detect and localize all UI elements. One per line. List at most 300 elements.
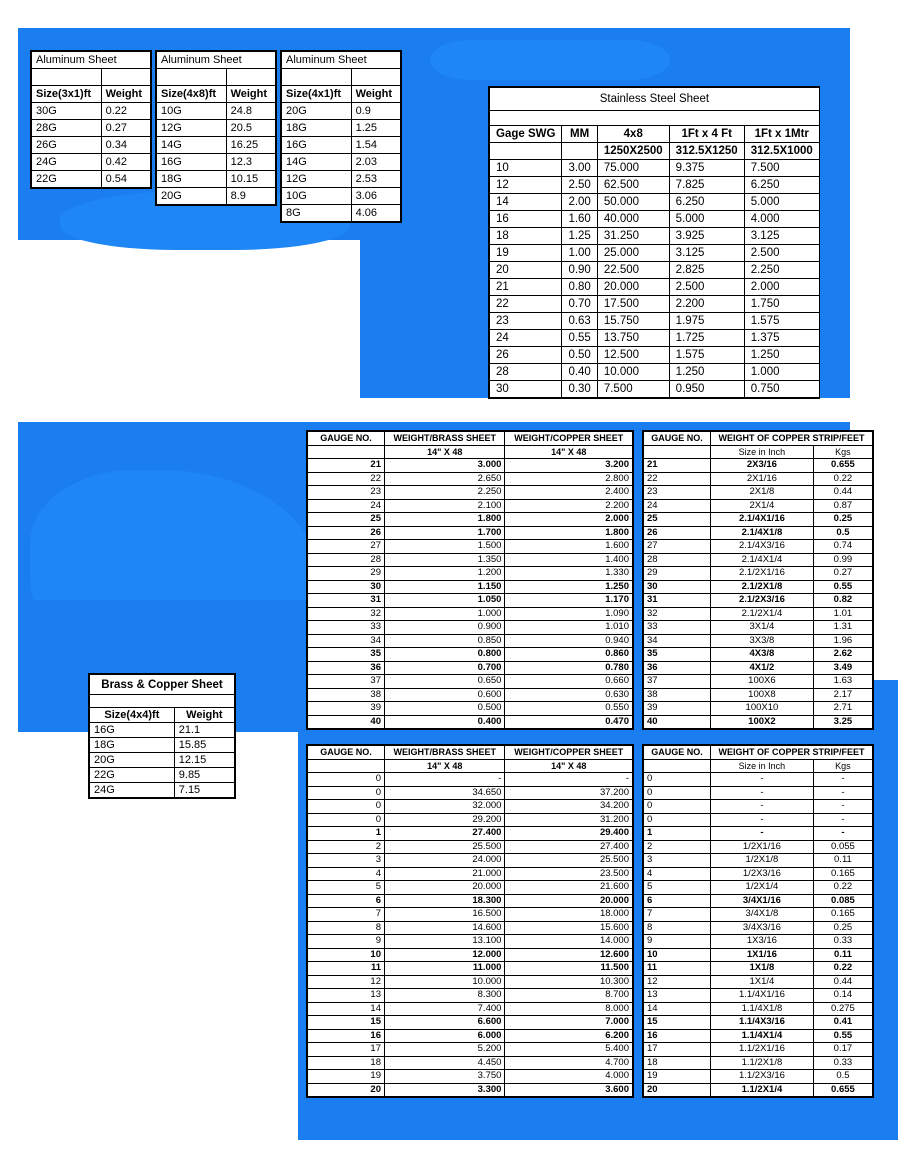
cell-gauge-no: 19 <box>308 1070 385 1084</box>
cell-size-inch: - <box>711 827 814 841</box>
cell-gauge-no: 17 <box>644 1043 711 1057</box>
table-header-row <box>308 432 633 446</box>
cell-copper-weight: 37.200 <box>505 786 633 800</box>
spacer-cell <box>32 69 102 86</box>
table-row <box>490 279 820 296</box>
cell-brass-weight: 29.200 <box>385 813 505 827</box>
aluminum-table-4x1 <box>280 50 402 223</box>
aluminum-3x1-col-weight: Weight <box>101 86 150 103</box>
cell-gage: 22 <box>490 296 562 313</box>
cell-1ftx4ft: 1.575 <box>669 347 744 364</box>
cell-gauge-no: 8 <box>308 921 385 935</box>
table-row <box>644 989 873 1003</box>
strip-top-head <box>644 432 873 459</box>
cell-gauge-no: 26 <box>308 526 385 540</box>
cell-gauge-no: 0 <box>644 800 711 814</box>
cell-gauge-no: 21 <box>308 459 385 473</box>
table-row <box>282 171 401 188</box>
cell-gauge-no: 28 <box>308 553 385 567</box>
cell-weight: 2.53 <box>351 171 400 188</box>
cell-gauge-no: 6 <box>644 894 711 908</box>
cell-weight: 7.15 <box>174 783 234 798</box>
cell-gauge-no: 9 <box>644 935 711 949</box>
cell-copper-weight: 0.660 <box>505 675 633 689</box>
cell-brass-weight: 25.500 <box>385 840 505 854</box>
cell-gauge-no: 37 <box>644 675 711 689</box>
sheet-top-sub-copper: 14" X 48 <box>505 445 633 459</box>
brass-copper-table <box>89 674 235 798</box>
table-row <box>32 120 151 137</box>
table-row <box>644 948 873 962</box>
cell-size-inch: 1.1/4X1/8 <box>711 1002 814 1016</box>
table-row <box>644 607 873 621</box>
table-row <box>90 768 235 783</box>
strip-top-sub-blank <box>644 445 711 459</box>
cell-kgs: 0.085 <box>813 894 872 908</box>
cell-size-inch: 2X1/16 <box>711 472 814 486</box>
cell-gauge-no: 0 <box>308 800 385 814</box>
table-row <box>644 935 873 949</box>
cell-gauge: 26G <box>32 137 102 154</box>
cell-kgs: - <box>813 786 872 800</box>
table-row <box>644 1070 873 1084</box>
cell-copper-weight: 18.000 <box>505 908 633 922</box>
cell-gage: 20 <box>490 262 562 279</box>
cell-mm: 1.60 <box>562 211 597 228</box>
table-row <box>644 702 873 716</box>
spacer-cell <box>101 69 150 86</box>
table-header-row <box>90 708 235 723</box>
cell-mm: 0.70 <box>562 296 597 313</box>
cell-1ftx1mtr: 2.250 <box>744 262 819 279</box>
cell-brass-weight: 1.050 <box>385 594 505 608</box>
cell-kgs: - <box>813 773 872 787</box>
cell-gauge: 10G <box>282 188 352 205</box>
cell-weight: 3.06 <box>351 188 400 205</box>
table-header-row <box>282 86 401 103</box>
cell-weight: 16.25 <box>226 137 275 154</box>
spacer-cell <box>226 69 275 86</box>
table-row <box>644 908 873 922</box>
cell-size-inch: 1.1/4X3/16 <box>711 1016 814 1030</box>
cell-gauge-no: 11 <box>644 962 711 976</box>
stainless-col-4x8: 4x8 <box>597 126 669 143</box>
cell-gauge-no: 38 <box>308 688 385 702</box>
table-row <box>308 499 633 513</box>
table-subheader-row <box>644 445 873 459</box>
cell-size-inch: 2.1/4X1/16 <box>711 513 814 527</box>
cell-kgs: 1.01 <box>813 607 872 621</box>
cell-size-inch: - <box>711 800 814 814</box>
cell-copper-weight: 1.250 <box>505 580 633 594</box>
cell-gauge-no: 39 <box>644 702 711 716</box>
cell-1ftx4ft: 7.825 <box>669 177 744 194</box>
sheet-bottom-head <box>308 746 633 773</box>
strip-bottom-col-gauge: GAUGE NO. <box>644 746 711 760</box>
cell-brass-weight: 5.200 <box>385 1043 505 1057</box>
table-row <box>308 1083 633 1097</box>
cell-mm: 0.80 <box>562 279 597 296</box>
table-row <box>308 472 633 486</box>
cell-brass-weight: 21.000 <box>385 867 505 881</box>
aluminum-table-4x8 <box>155 50 277 206</box>
stainless-sub-blank2 <box>562 143 597 160</box>
table-subheader-row <box>644 759 873 773</box>
table-row <box>644 688 873 702</box>
cell-gauge-no: 34 <box>308 634 385 648</box>
cell-brass-weight: 14.600 <box>385 921 505 935</box>
strip-top-col-weight: WEIGHT OF COPPER STRIP/FEET <box>711 432 873 446</box>
table-row <box>308 1016 633 1030</box>
cell-kgs: 1.31 <box>813 621 872 635</box>
cell-gauge-no: 10 <box>308 948 385 962</box>
cell-mm: 2.50 <box>562 177 597 194</box>
cell-mm: 0.40 <box>562 364 597 381</box>
cell-gauge-no: 13 <box>308 989 385 1003</box>
cell-copper-weight: 2.400 <box>505 486 633 500</box>
cell-gauge-no: 14 <box>644 1002 711 1016</box>
table-row <box>490 211 820 228</box>
cell-kgs: 0.33 <box>813 1056 872 1070</box>
table-row <box>32 103 151 120</box>
cell-copper-weight: 14.000 <box>505 935 633 949</box>
cell-brass-weight: 1.500 <box>385 540 505 554</box>
table-row <box>308 648 633 662</box>
cell-gauge-no: 11 <box>308 962 385 976</box>
cell-brass-weight: 4.450 <box>385 1056 505 1070</box>
cell-size-inch: 1.1/2X3/16 <box>711 1070 814 1084</box>
table-row <box>644 675 873 689</box>
cell-gage: 16 <box>490 211 562 228</box>
table-row <box>644 854 873 868</box>
cell-copper-weight: 2.200 <box>505 499 633 513</box>
table-row <box>32 137 151 154</box>
cell-size-inch: 1X1/4 <box>711 975 814 989</box>
cell-gauge-no: 17 <box>308 1043 385 1057</box>
aluminum-4x1-title: Aluminum Sheet <box>282 52 401 69</box>
cell-kgs: 0.22 <box>813 881 872 895</box>
cell-gauge-no: 25 <box>644 513 711 527</box>
cell-gauge-no: 3 <box>644 854 711 868</box>
cell-brass-weight: 13.100 <box>385 935 505 949</box>
cell-gage: 12 <box>490 177 562 194</box>
cell-weight: 20.5 <box>226 120 275 137</box>
table-row <box>644 567 873 581</box>
cell-gauge-no: 9 <box>308 935 385 949</box>
cell-brass-weight: 6.000 <box>385 1029 505 1043</box>
cell-gauge-no: 30 <box>644 580 711 594</box>
cell-brass-weight: 1.200 <box>385 567 505 581</box>
cell-1ftx4ft: 3.925 <box>669 228 744 245</box>
table-row <box>308 634 633 648</box>
cell-copper-weight: 29.400 <box>505 827 633 841</box>
table-row <box>644 786 873 800</box>
cell-1ftx4ft: 1.975 <box>669 313 744 330</box>
cell-brass-weight: 32.000 <box>385 800 505 814</box>
cell-kgs: 2.17 <box>813 688 872 702</box>
cell-gauge: 14G <box>157 137 227 154</box>
cell-weight: 0.27 <box>101 120 150 137</box>
cell-gauge-no: 33 <box>308 621 385 635</box>
table-row <box>308 594 633 608</box>
stainless-table <box>489 87 820 398</box>
cell-brass-weight: 16.500 <box>385 908 505 922</box>
table-row <box>308 894 633 908</box>
table-row <box>308 459 633 473</box>
table-row <box>644 773 873 787</box>
cell-kgs: 0.17 <box>813 1043 872 1057</box>
stainless-sub-1ftx1mtr: 312.5X1000 <box>744 143 819 160</box>
cell-gauge-no: 20 <box>644 1083 711 1097</box>
cell-copper-weight: 7.000 <box>505 1016 633 1030</box>
table-row <box>90 783 235 798</box>
cell-gauge-no: 0 <box>308 773 385 787</box>
cell-4x8: 12.500 <box>597 347 669 364</box>
cell-gauge-no: 32 <box>308 607 385 621</box>
table-row <box>308 715 633 729</box>
cell-gauge-no: 39 <box>308 702 385 716</box>
cell-gauge: 24G <box>90 783 175 798</box>
cell-gauge-no: 7 <box>308 908 385 922</box>
table-title-row <box>490 88 820 111</box>
cell-kgs: - <box>813 827 872 841</box>
aluminum-table-4x1-table <box>281 51 401 222</box>
table-row <box>644 975 873 989</box>
sheet-bottom-sub-blank <box>308 759 385 773</box>
cell-weight: 2.03 <box>351 154 400 171</box>
table-row <box>282 137 401 154</box>
cell-copper-weight: 1.600 <box>505 540 633 554</box>
cell-weight: 0.22 <box>101 103 150 120</box>
cell-size-inch: 2X1/8 <box>711 486 814 500</box>
table-row <box>157 137 276 154</box>
table-row <box>308 1002 633 1016</box>
cell-brass-weight: 3.300 <box>385 1083 505 1097</box>
cell-gauge-no: 0 <box>644 813 711 827</box>
cell-gauge-no: 29 <box>308 567 385 581</box>
cell-gauge-no: 20 <box>308 1083 385 1097</box>
cell-gage: 28 <box>490 364 562 381</box>
cell-4x8: 50.000 <box>597 194 669 211</box>
cell-gauge-no: 3 <box>308 854 385 868</box>
sheet-top-head <box>308 432 633 459</box>
cell-kgs: 0.55 <box>813 1029 872 1043</box>
cell-weight: 9.85 <box>174 768 234 783</box>
cell-gauge-no: 19 <box>644 1070 711 1084</box>
cell-size-inch: 100X8 <box>711 688 814 702</box>
cell-size-inch: 2.1/2X1/8 <box>711 580 814 594</box>
cell-4x8: 7.500 <box>597 381 669 398</box>
table-row <box>157 103 276 120</box>
cell-gauge-no: 18 <box>644 1056 711 1070</box>
brass-copper-sheet-gauge-table-bottom <box>306 744 634 1098</box>
cell-kgs: 0.5 <box>813 526 872 540</box>
cell-1ftx1mtr: 2.000 <box>744 279 819 296</box>
cell-weight: 4.06 <box>351 205 400 222</box>
table-row <box>308 773 633 787</box>
table-title-row <box>90 675 235 695</box>
table-header-row <box>644 746 873 760</box>
cell-weight: 24.8 <box>226 103 275 120</box>
table-row <box>32 154 151 171</box>
cell-size-inch: 2.1/4X1/8 <box>711 526 814 540</box>
table-row <box>490 194 820 211</box>
cell-copper-weight: 3.200 <box>505 459 633 473</box>
cell-kgs: 0.275 <box>813 1002 872 1016</box>
cell-size-inch: 2.1/4X1/4 <box>711 553 814 567</box>
cell-brass-weight: 1.150 <box>385 580 505 594</box>
strip-bottom-table <box>643 745 873 1097</box>
table-row <box>490 381 820 398</box>
spacer-cell <box>351 69 400 86</box>
cell-brass-weight: 0.400 <box>385 715 505 729</box>
table-row <box>644 840 873 854</box>
table-row <box>308 621 633 635</box>
table-row <box>308 948 633 962</box>
table-row <box>644 540 873 554</box>
table-row <box>644 881 873 895</box>
cell-4x8: 75.000 <box>597 160 669 177</box>
spacer-cell <box>282 69 352 86</box>
cell-gauge-no: 10 <box>644 948 711 962</box>
table-row <box>90 723 235 738</box>
cell-gauge: 18G <box>282 120 352 137</box>
strip-bottom-sub-blank <box>644 759 711 773</box>
sheet-bottom-sub-brass: 14" X 48 <box>385 759 505 773</box>
cell-copper-weight: 0.630 <box>505 688 633 702</box>
cell-size-inch: 1/2X3/16 <box>711 867 814 881</box>
table-row <box>644 813 873 827</box>
cell-gauge-no: 22 <box>308 472 385 486</box>
cell-size-inch: 2.1/2X1/16 <box>711 567 814 581</box>
table-row <box>644 1056 873 1070</box>
cell-size-inch: 2.1/2X1/4 <box>711 607 814 621</box>
sheet-top-sub-blank <box>308 445 385 459</box>
table-row <box>308 702 633 716</box>
cell-brass-weight: 2.250 <box>385 486 505 500</box>
cell-mm: 0.50 <box>562 347 597 364</box>
cell-copper-weight: 8.000 <box>505 1002 633 1016</box>
table-row <box>282 154 401 171</box>
cell-weight: 12.3 <box>226 154 275 171</box>
table-row <box>490 347 820 364</box>
cell-1ftx1mtr: 4.000 <box>744 211 819 228</box>
cell-kgs: 0.165 <box>813 867 872 881</box>
background-highlight-top <box>430 40 670 80</box>
cell-weight: 10.15 <box>226 171 275 188</box>
aluminum-table-3x1 <box>30 50 152 189</box>
cell-gauge-no: 14 <box>308 1002 385 1016</box>
cell-copper-weight: 6.200 <box>505 1029 633 1043</box>
cell-gauge-no: 15 <box>308 1016 385 1030</box>
table-row <box>308 867 633 881</box>
cell-size-inch: 2.1/2X3/16 <box>711 594 814 608</box>
cell-copper-weight: 31.200 <box>505 813 633 827</box>
cell-weight: 0.9 <box>351 103 400 120</box>
cell-gauge: 16G <box>157 154 227 171</box>
table-subheader-row <box>490 143 820 160</box>
cell-brass-weight: 2.100 <box>385 499 505 513</box>
sheet-bottom-table <box>307 745 633 1097</box>
stainless-steel-sheet-table <box>488 86 820 399</box>
cell-size-inch: - <box>711 786 814 800</box>
cell-kgs: 0.165 <box>813 908 872 922</box>
table-row <box>282 103 401 120</box>
cell-kgs: 0.55 <box>813 580 872 594</box>
cell-gauge-no: 23 <box>308 486 385 500</box>
cell-copper-weight: 34.200 <box>505 800 633 814</box>
table-row <box>490 330 820 347</box>
cell-4x8: 40.000 <box>597 211 669 228</box>
cell-gauge-no: 8 <box>644 921 711 935</box>
cell-kgs: 0.14 <box>813 989 872 1003</box>
stainless-title: Stainless Steel Sheet <box>490 88 820 111</box>
cell-mm: 0.63 <box>562 313 597 330</box>
cell-copper-weight: 8.700 <box>505 989 633 1003</box>
cell-gage: 18 <box>490 228 562 245</box>
cell-size-inch: 1.1/4X1/16 <box>711 989 814 1003</box>
cell-gauge: 20G <box>157 188 227 205</box>
cell-1ftx4ft: 2.825 <box>669 262 744 279</box>
cell-brass-weight: 12.000 <box>385 948 505 962</box>
stainless-col-mm: MM <box>562 126 597 143</box>
cell-kgs: 0.22 <box>813 472 872 486</box>
table-spacer-row <box>32 69 151 86</box>
table-row <box>308 1043 633 1057</box>
cell-1ftx4ft: 3.125 <box>669 245 744 262</box>
cell-gauge: 12G <box>157 120 227 137</box>
cell-kgs: 0.74 <box>813 540 872 554</box>
table-row <box>644 715 873 729</box>
cell-gauge: 8G <box>282 205 352 222</box>
strip-bottom-sub-size: Size in Inch <box>711 759 814 773</box>
cell-gauge-no: 29 <box>644 567 711 581</box>
cell-gauge-no: 31 <box>644 594 711 608</box>
table-row <box>644 459 873 473</box>
table-title-row <box>282 52 401 69</box>
table-row <box>644 1002 873 1016</box>
cell-brass-weight: 0.600 <box>385 688 505 702</box>
cell-brass-weight: 6.600 <box>385 1016 505 1030</box>
table-row <box>490 262 820 279</box>
cell-copper-weight: 5.400 <box>505 1043 633 1057</box>
table-row <box>157 188 276 205</box>
cell-gauge-no: 32 <box>644 607 711 621</box>
cell-gauge-no: 23 <box>644 486 711 500</box>
cell-1ftx1mtr: 1.750 <box>744 296 819 313</box>
strip-top-col-gauge: GAUGE NO. <box>644 432 711 446</box>
table-title-row <box>32 52 151 69</box>
cell-gauge-no: 7 <box>644 908 711 922</box>
table-row <box>32 171 151 188</box>
cell-size-inch: 1.1/2X1/4 <box>711 1083 814 1097</box>
cell-weight: 1.25 <box>351 120 400 137</box>
cell-gauge: 24G <box>32 154 102 171</box>
cell-kgs: - <box>813 800 872 814</box>
table-row <box>308 526 633 540</box>
cell-gauge-no: 12 <box>308 975 385 989</box>
cell-gauge-no: 34 <box>644 634 711 648</box>
cell-gauge-no: 4 <box>308 867 385 881</box>
cell-size-inch: 1X3/16 <box>711 935 814 949</box>
cell-gauge-no: 2 <box>644 840 711 854</box>
table-row <box>282 188 401 205</box>
table-spacer-row <box>282 69 401 86</box>
cell-gauge-no: 5 <box>644 881 711 895</box>
stainless-sub-4x8: 1250X2500 <box>597 143 669 160</box>
cell-mm: 0.90 <box>562 262 597 279</box>
cell-gauge-no: 26 <box>644 526 711 540</box>
